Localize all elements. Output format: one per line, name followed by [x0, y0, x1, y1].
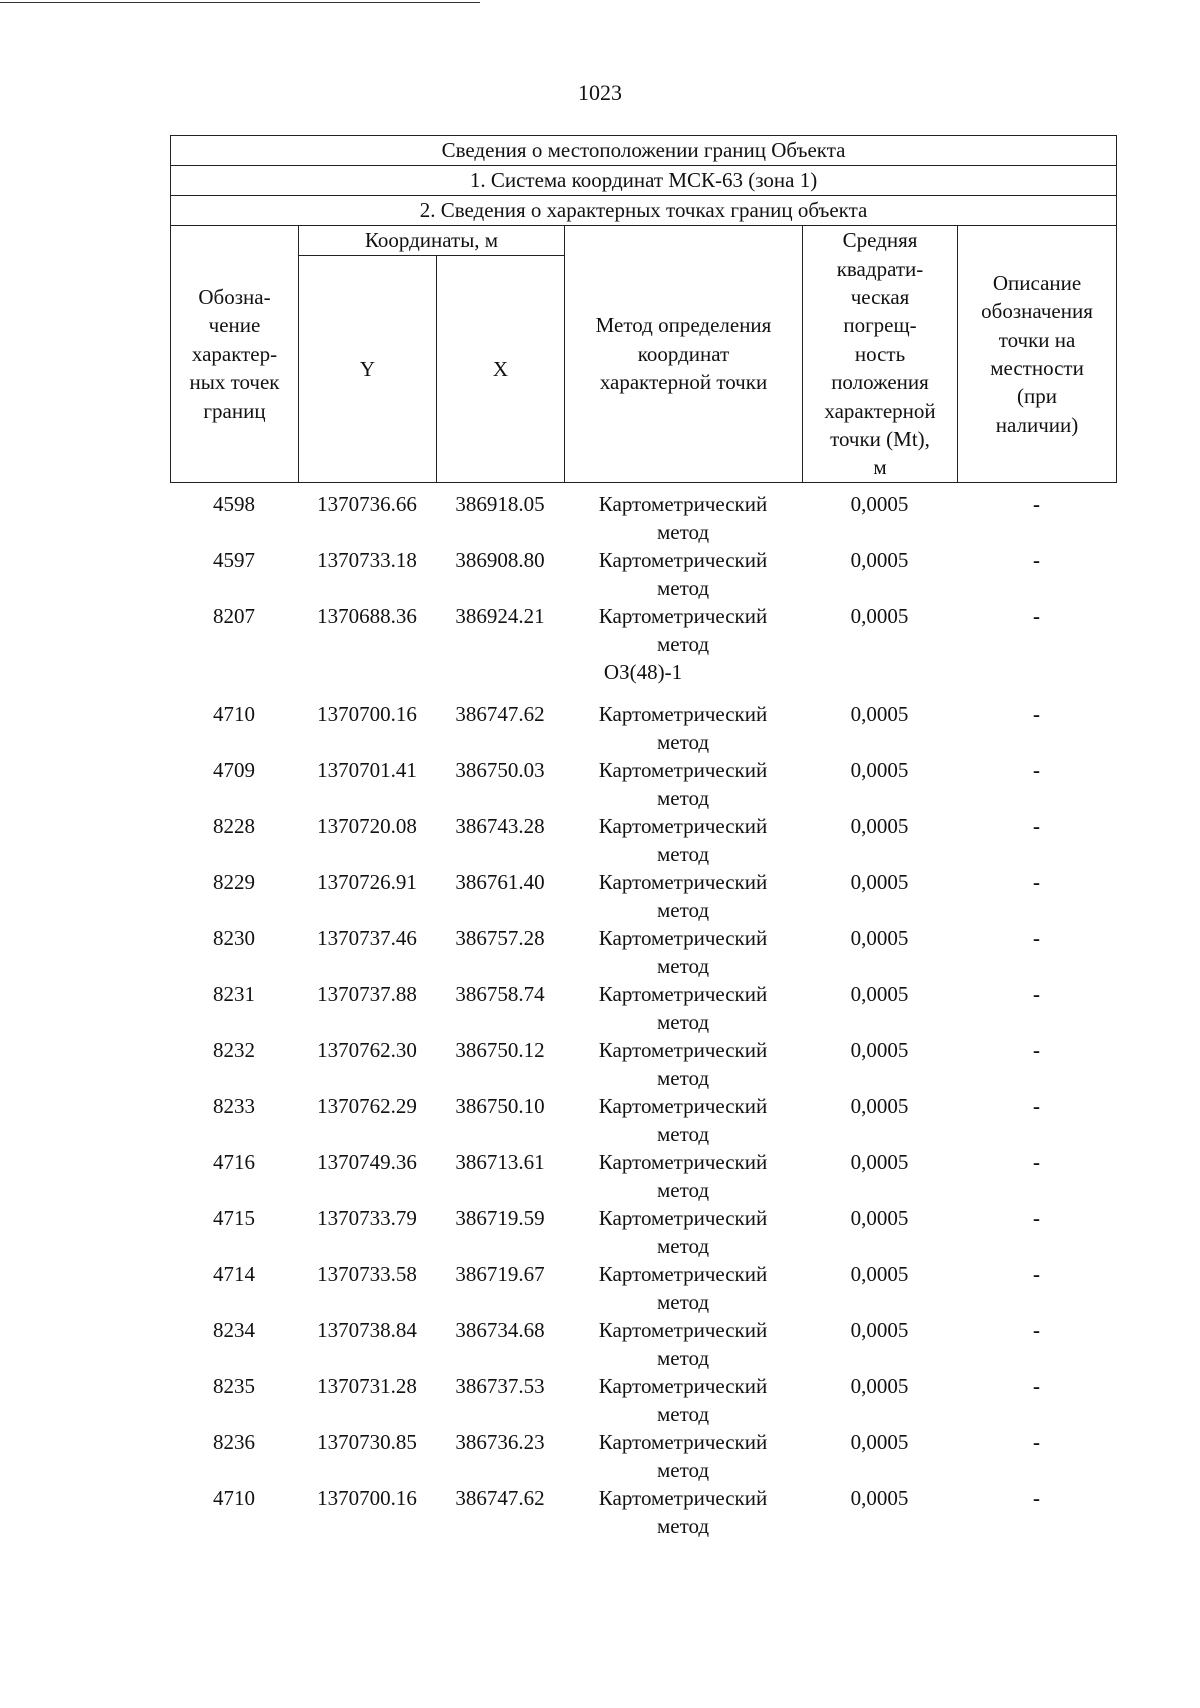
error-cell: 0,0005: [850, 758, 909, 782]
description-cell: -: [1033, 1262, 1040, 1286]
coord-y: 1370733.79: [317, 1206, 417, 1230]
point-id: 8235: [213, 1374, 255, 1398]
table-row: [170, 1316, 1116, 1372]
header-title: Сведения о местоположении границ Объекта: [171, 136, 1117, 166]
coord-x: 386743.28: [455, 814, 545, 838]
coord-y: 1370730.85: [317, 1430, 417, 1454]
coord-y: 1370700.16: [317, 702, 417, 726]
table-row: [170, 868, 1116, 924]
error-cell: 0,0005: [850, 492, 909, 516]
coord-x: 386908.80: [455, 548, 545, 572]
col-error-header: Средняя квадрати- ческая погрещ- ность положения характерной точки (Mt), м: [803, 226, 958, 483]
error-cell: 0,0005: [850, 1206, 909, 1230]
description-cell: -: [1033, 1206, 1040, 1230]
table-row: [170, 700, 1116, 756]
table-row: [170, 1484, 1116, 1540]
coord-x: 386750.10: [455, 1094, 545, 1118]
description-cell: -: [1033, 926, 1040, 950]
coord-y: 1370720.08: [317, 814, 417, 838]
coord-x: 386719.67: [455, 1262, 545, 1286]
method-cell: Картометрический метод: [598, 1430, 768, 1482]
table-row: [170, 1204, 1116, 1260]
point-id: 4714: [213, 1262, 255, 1286]
col-y-header: Y: [299, 256, 437, 483]
table-row: [170, 546, 1116, 602]
table-row: [170, 1036, 1116, 1092]
point-id: 8228: [213, 814, 255, 838]
description-cell: -: [1033, 982, 1040, 1006]
col-designation-header: Обозна- чение характер- ных точек границ: [171, 226, 299, 483]
table-row: [170, 1428, 1116, 1484]
coord-y: 1370762.30: [317, 1038, 417, 1062]
error-cell: 0,0005: [850, 1318, 909, 1342]
error-cell: 0,0005: [850, 1038, 909, 1062]
point-id: 4710: [213, 1486, 255, 1510]
method-cell: Картометрический метод: [598, 1094, 768, 1146]
coord-y: 1370688.36: [317, 604, 417, 628]
point-id: 4710: [213, 702, 255, 726]
description-cell: -: [1033, 492, 1040, 516]
error-cell: 0,0005: [850, 814, 909, 838]
description-cell: -: [1033, 548, 1040, 572]
coord-x: 386737.53: [455, 1374, 545, 1398]
coord-y: 1370737.46: [317, 926, 417, 950]
point-id: 4709: [213, 758, 255, 782]
table-row: [170, 924, 1116, 980]
error-cell: 0,0005: [850, 548, 909, 572]
description-cell: -: [1033, 1038, 1040, 1062]
method-cell: Картометрический метод: [598, 1206, 768, 1258]
points-title: 2. Сведения о характерных точках границ объекта: [171, 196, 1117, 226]
method-cell: Картометрический метод: [598, 758, 768, 810]
coord-y: 1370749.36: [317, 1150, 417, 1174]
description-cell: -: [1033, 1430, 1040, 1454]
method-cell: Картометрический метод: [598, 982, 768, 1034]
coord-x: 386736.23: [455, 1430, 545, 1454]
coordinate-system: 1. Система координат МСК-63 (зона 1): [171, 166, 1117, 196]
page-number: 1023: [578, 80, 622, 105]
coord-x: 386918.05: [455, 492, 545, 516]
error-cell: 0,0005: [850, 1094, 909, 1118]
coord-x: 386761.40: [455, 870, 545, 894]
method-cell: Картометрический метод: [598, 1262, 768, 1314]
scan-edge-line: [0, 2, 480, 3]
method-cell: Картометрический метод: [598, 548, 768, 600]
coord-y: 1370762.29: [317, 1094, 417, 1118]
error-cell: 0,0005: [850, 982, 909, 1006]
point-id: 8234: [213, 1318, 255, 1342]
point-id: 4598: [213, 492, 255, 516]
description-cell: -: [1033, 814, 1040, 838]
coord-x: 386713.61: [455, 1150, 545, 1174]
coord-x: 386750.03: [455, 758, 545, 782]
method-cell: Картометрический метод: [598, 1150, 768, 1202]
table-row: [170, 812, 1116, 868]
description-cell: -: [1033, 870, 1040, 894]
point-id: 8233: [213, 1094, 255, 1118]
points-table: [170, 490, 1116, 1540]
coord-y: 1370726.91: [317, 870, 417, 894]
description-cell: -: [1033, 1150, 1040, 1174]
coord-y: 1370733.58: [317, 1262, 417, 1286]
table-row: [170, 602, 1116, 658]
method-cell: Картометрический метод: [598, 926, 768, 978]
table-row: [170, 980, 1116, 1036]
coord-y: 1370701.41: [317, 758, 417, 782]
method-cell: Картометрический метод: [598, 702, 768, 754]
coord-x: 386719.59: [455, 1206, 545, 1230]
coord-y: 1370731.28: [317, 1374, 417, 1398]
point-id: 8231: [213, 982, 255, 1006]
table-row: [170, 490, 1116, 546]
point-id: 8230: [213, 926, 255, 950]
error-cell: 0,0005: [850, 1430, 909, 1454]
coord-x: 386747.62: [455, 1486, 545, 1510]
col-x-header: X: [437, 256, 565, 483]
error-cell: 0,0005: [850, 1486, 909, 1510]
points-table-body: [170, 490, 1116, 1540]
method-cell: Картометрический метод: [598, 1038, 768, 1090]
method-cell: Картометрический метод: [598, 1374, 768, 1426]
col-coordinates-header: Координаты, м: [299, 226, 565, 256]
section-row: [170, 658, 1116, 700]
coord-x: 386750.12: [455, 1038, 545, 1062]
method-cell: Картометрический метод: [598, 1318, 768, 1370]
point-id: 4715: [213, 1206, 255, 1230]
description-cell: -: [1033, 604, 1040, 628]
error-cell: 0,0005: [850, 1374, 909, 1398]
table-row: [170, 1372, 1116, 1428]
coord-y: 1370738.84: [317, 1318, 417, 1342]
error-cell: 0,0005: [850, 702, 909, 726]
error-cell: 0,0005: [850, 1262, 909, 1286]
point-id: 8229: [213, 870, 255, 894]
coord-x: 386747.62: [455, 702, 545, 726]
coord-y: 1370736.66: [317, 492, 417, 516]
method-cell: Картометрический метод: [598, 1486, 768, 1538]
point-id: 4716: [213, 1150, 255, 1174]
description-cell: -: [1033, 1486, 1040, 1510]
table-row: [170, 1092, 1116, 1148]
method-cell: Картометрический метод: [598, 814, 768, 866]
table-row: [170, 1148, 1116, 1204]
description-cell: -: [1033, 1094, 1040, 1118]
header-table: [170, 135, 1117, 483]
coord-x: 386924.21: [455, 604, 545, 628]
description-cell: -: [1033, 1374, 1040, 1398]
method-cell: Картометрический метод: [598, 870, 768, 922]
coord-x: 386734.68: [455, 1318, 545, 1342]
table-row: [170, 756, 1116, 812]
col-description-header: Описание обозначения точки на местности (при наличии): [958, 226, 1117, 483]
coord-y: 1370733.18: [317, 548, 417, 572]
description-cell: -: [1033, 1318, 1040, 1342]
method-cell: Картометрический метод: [598, 492, 768, 544]
point-id: 8207: [213, 604, 255, 628]
col-method-header: Метод определения координат характерной точки: [565, 226, 803, 483]
table-row: [170, 1260, 1116, 1316]
point-id: 8232: [213, 1038, 255, 1062]
method-cell: Картометрический метод: [598, 604, 768, 656]
coord-y: 1370737.88: [317, 982, 417, 1006]
error-cell: 0,0005: [850, 926, 909, 950]
error-cell: 0,0005: [850, 1150, 909, 1174]
description-cell: -: [1033, 758, 1040, 782]
coord-x: 386758.74: [455, 982, 545, 1006]
coord-y: 1370700.16: [317, 1486, 417, 1510]
point-id: 4597: [213, 548, 255, 572]
point-id: 8236: [213, 1430, 255, 1454]
coord-x: 386757.28: [455, 926, 545, 950]
description-cell: -: [1033, 702, 1040, 726]
error-cell: 0,0005: [850, 870, 909, 894]
error-cell: 0,0005: [850, 604, 909, 628]
section-label: ОЗ(48)-1: [603, 660, 683, 684]
